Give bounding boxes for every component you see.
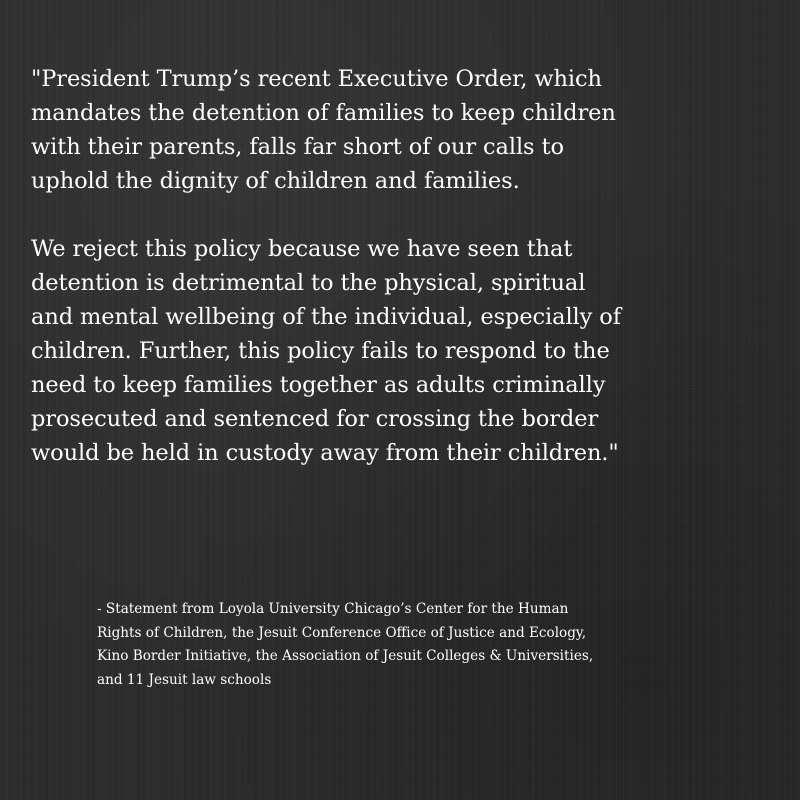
- quote-paragraph-1: "President Trump’s recent Executive Order, which mandates the detention of families to keep children with their parents, falls far short of our calls to uphold the dignity of children and families.: [31, 66, 616, 194]
- statement-attribution: - Statement from Loyola University Chicago’s Center for the Human Rights of Children, the Jesuit Conference Office of Justice and Ecology, Kino Border Initiative, the Association of Jesuit Colleges & Universities, and 11 Jesuit law schools: [97, 601, 594, 688]
- statement-quote: [31, 62, 776, 470]
- quote-paragraph-2: We reject this policy because we have seen that detention is detrimental to the physical, spiritual and mental wellbeing of the individual, especially of children. Further, this policy fails to respond to the need to keep families together as adults criminally prosecuted and sentenced for crossing the border would be held in custody away from their children.": [31, 236, 621, 466]
